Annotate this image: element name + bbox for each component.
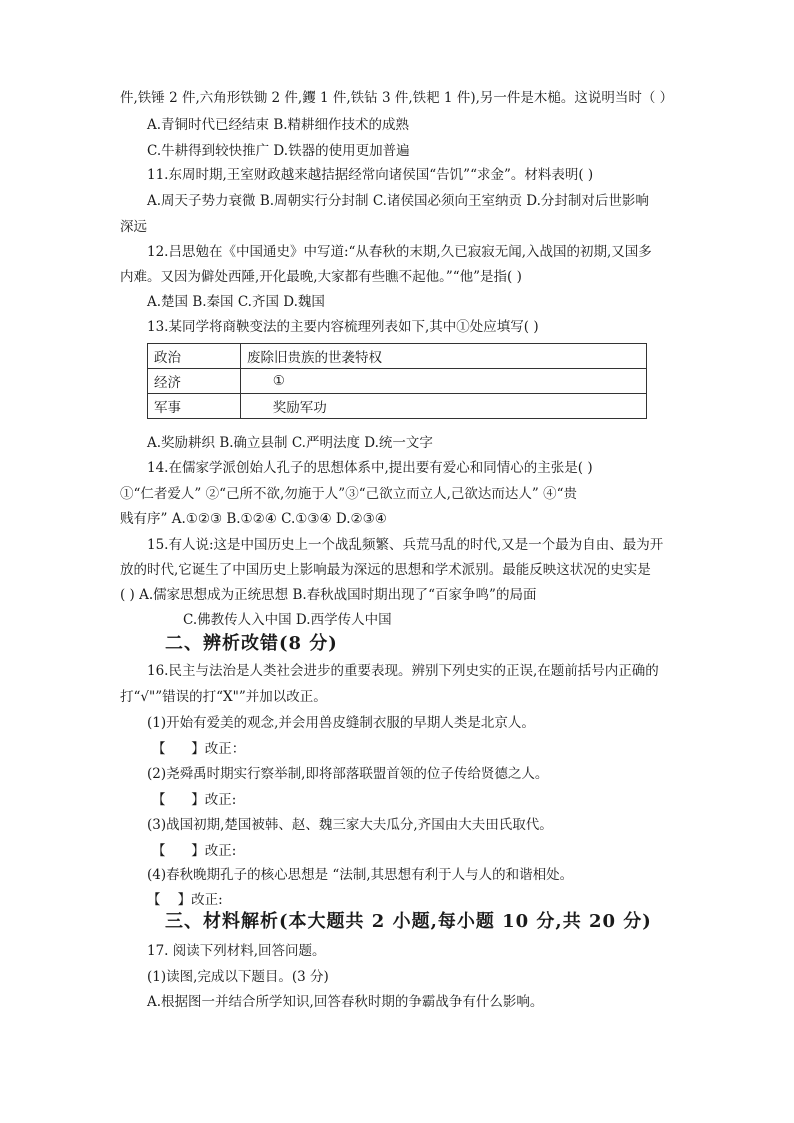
question-16-item-4-fix: 【 】改正: xyxy=(147,892,223,908)
table-row xyxy=(148,394,647,419)
question-10-options-ab: A.青铜时代已经结束 B.精耕细作技术的成熟 xyxy=(147,117,410,133)
table-cell-label: 军事 xyxy=(148,394,241,419)
question-12-options: A.楚国 B.秦国 C.齐国 D.魏国 xyxy=(147,294,325,310)
table-row xyxy=(148,344,647,369)
question-14-stem: 14.在儒家学派创始人孔子的思想体系中,提出要有爱心和同情心的主张是( ) xyxy=(147,460,593,476)
table-cell-label: 经济 xyxy=(148,369,241,394)
question-15-options-ab: ( ) A.儒家思想成为正统思想 B.春秋战国时期出现了“百家争鸣”的局面 xyxy=(120,587,537,603)
question-13-stem: 13.某同学将商鞅变法的主要内容梳理列表如下,其中①处应填写( ) xyxy=(147,319,539,335)
question-14-items: ①“仁者爱人” ②“己所不欲,勿施于人”③“己欲立而立人,己欲达而达人” ④“贵 xyxy=(120,486,577,502)
question-17-part-1: (1)读图,完成以下题目。(3 分) xyxy=(147,969,329,985)
table-cell-value: ① xyxy=(241,369,647,394)
question-16-item-4: (4)春秋晚期孔子的核心思想是 “法制,其思想有利于人与人的和谐相处。 xyxy=(147,867,574,883)
question-12-stem-cont: 内难。又因为僻处西陲,开化最晚,大家都有些瞧不起他。”“他”是指( ) xyxy=(120,269,522,285)
question-11-stem: 11.东周时期,王室财政越来越拮据经常向诸侯国“告饥”“求金”。材料表明( ) xyxy=(147,167,594,183)
question-16-item-1-fix: 【 】改正： xyxy=(152,741,246,757)
question-13-table xyxy=(147,343,647,419)
table-cell-value: 奖励军功 xyxy=(241,394,647,419)
table-cell-label: 政治 xyxy=(148,344,241,369)
question-16-item-3: (3)战国初期,楚国被韩、赵、魏三家大夫瓜分,齐国由大夫田氏取代。 xyxy=(147,817,553,833)
question-12-stem: 12.吕思勉在《中国通史》中写道:“从春秋的末期,久已寂寂无闻,入战国的初期,又国多 xyxy=(147,244,652,260)
question-17-stem: 17. 阅读下列材料,回答问题。 xyxy=(147,943,326,959)
question-16-item-3-fix: 【 】改正: xyxy=(152,843,237,859)
question-16-item-2: (2)尧舜禹时期实行察举制,即将部落联盟首领的位子传给贤德之人。 xyxy=(147,766,549,782)
question-17-part-1-a: A.根据图一并结合所学知识,回答春秋时期的争霸战争有什么影响。 xyxy=(147,994,544,1010)
question-11-options: A.周天子势力衰微 B.周朝实行分封制 C.诸侯国必须向王室纳贡 D.分封制对后世影响 xyxy=(147,193,649,209)
question-16-stem-cont: 打“√"”错误的打“X"”并加以改正。 xyxy=(120,689,327,705)
question-10-stem-end: 件,铁锤 2 件,六角形铁锄 2 件,钁 1 件,铁钻 3 件,铁耙 1 件),另一件是木槌。这说明当时（ ） xyxy=(120,90,674,106)
question-15-stem-cont: 放的时代,它诞生了中国历史上影响最为深远的思想和学术派别。最能反映这状况的史实是 xyxy=(120,562,651,578)
table-cell-value: 废除旧贵族的世袭特权 xyxy=(241,344,647,369)
question-13-options: A.奖励耕织 B.确立县制 C.严明法度 D.统一文字 xyxy=(147,435,433,451)
section-2-heading: 二、辨析改错(8 分) xyxy=(165,633,338,654)
section-3-heading: 三、材料解析(本大题共 2 小题,每小题 10 分,共 20 分) xyxy=(165,911,652,932)
question-15-stem: 15.有人说:这是中国历史上一个战乱频繁、兵荒马乱的时代,又是一个最为自由、最为开 xyxy=(147,537,664,553)
question-16-item-1: (1)开始有爱美的观念,并会用兽皮缝制衣服的早期人类是北京人。 xyxy=(147,715,535,731)
question-10-options-cd: C.牛耕得到较快推广 D.铁器的使用更加普遍 xyxy=(147,143,410,159)
question-15-options-cd: C.佛教传人入中国 D.西学传人中国 xyxy=(183,612,392,628)
question-14-options: 贱有序” A.①②③ B.①②④ C.①③④ D.②③④ xyxy=(120,511,387,527)
question-11-options-cont: 深远 xyxy=(120,219,147,235)
question-16-stem: 16.民主与法治是人类社会进步的重要表现。辨别下列史实的正误,在题前括号内正确的 xyxy=(147,663,659,679)
table-row xyxy=(148,369,647,394)
question-16-item-2-fix: 【 】改正: xyxy=(152,792,237,808)
